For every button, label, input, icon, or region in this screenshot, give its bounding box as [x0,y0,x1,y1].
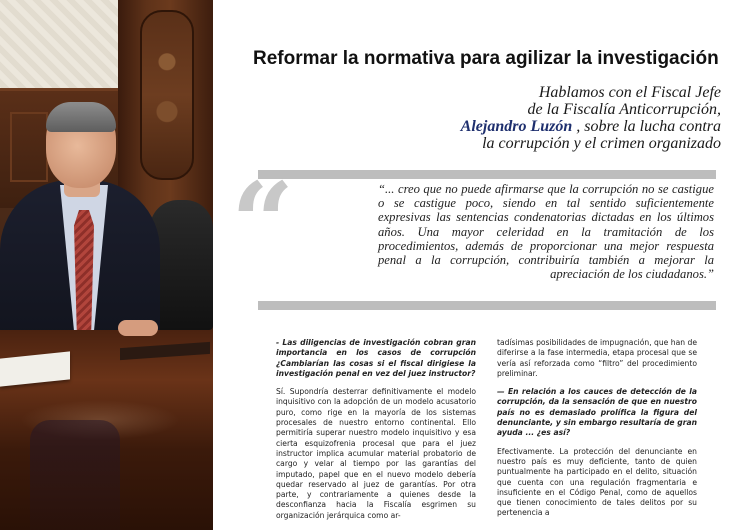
quote-mark-icon: “ [231,158,291,287]
answer-1: Sí. Supondría desterrar definitivamente el modelo inquisitivo con la adopción de un modelo acusatorio puro, como rige en la mayoría de los sistemas procesales de nuestro entorno continental. Ello permitiría superar nuestro modelo inquisitivo y esa cierta esquizofrenia procesal que para el juez instructor implica acumular material probatorio de cargo y velar al tiempo por las garantías del imputado, papel que en el nuevo modelo debería quedar reservado al juez de garantías. Por otra parte, y contrariamente a quienes desde la desconfianza hacia la Fiscalía esgrimen su organización jerárquica como ar- [276,387,476,520]
desk-mirror-reflection [30,420,120,530]
article [213,0,750,530]
intro-line-2: de la Fiscalía Anticorrupción, [527,101,721,118]
headline-bold: Reformar la normativa [253,48,455,69]
intro-deck [461,84,721,152]
divider-bottom [258,301,716,310]
hair [46,102,116,132]
question-2: — En relación a los cauces de detección de la corrupción, da la sensación de que en nuestro país no es demasiado prolífica la figura del denunciante, y sin embargo resultaría de gran ayuda ... ¿es así? [497,387,697,438]
pull-quote: “... creo que no puede afirmarse que la corrupción no se castigue o se castigue poco, siendo en tal sentido suficientemente expresivas las sentencias condenatorias dictadas en los últimos años. Una mayor celeridad en la tramitación de los procedimientos, además de proporcionar una mejor respuesta penal a la corrupción, contribuiría también a mejorar la apreciación de los ciudadanos.” [378,182,714,282]
intro-line-3-rest: , sobre la lucha contra [572,118,721,135]
answer-continuation: tadísimas posibilidades de impugnación, que han de diferirse a la fase intermedia, etapa procesal que se vería así reforzada como “filtro” del procedimiento preliminar. [497,338,697,378]
column-left [276,338,476,529]
divider-top [258,170,716,179]
question-1: - Las diligencias de investigación cobran gran importancia en los casos de corrupción ¿Cambiarían las cosas si el fiscal dirigiese la investigación penal en vez del juez instructor? [276,338,476,378]
interviewee-name: Alejandro Luzón [460,118,573,135]
intro-line-3 [461,118,721,135]
tie [74,210,94,340]
interview-photo [0,0,213,530]
hand [118,320,158,336]
column-right [497,338,697,527]
answer-2: Efectivamente. La protección del denunciante en nuestro país es muy deficiente, tanto de quien puntualmente ha participado en el delito, situación que cuenta con una regulación fragmentaria e insuficiente en el Código Penal, como de aquellos que tienen conocimiento de tales delitos por su pertenencia a [497,446,697,518]
wall-pattern [0,0,120,95]
intro-line-4: la corrupción y el crimen organizado [482,135,721,152]
intro-line-1: Hablamos con el Fiscal Jefe [538,84,721,101]
headline-rest: para agilizar la investigación [454,48,719,69]
wood-carving [140,10,194,180]
wood-panel-inset [10,112,48,182]
headline [253,48,723,70]
